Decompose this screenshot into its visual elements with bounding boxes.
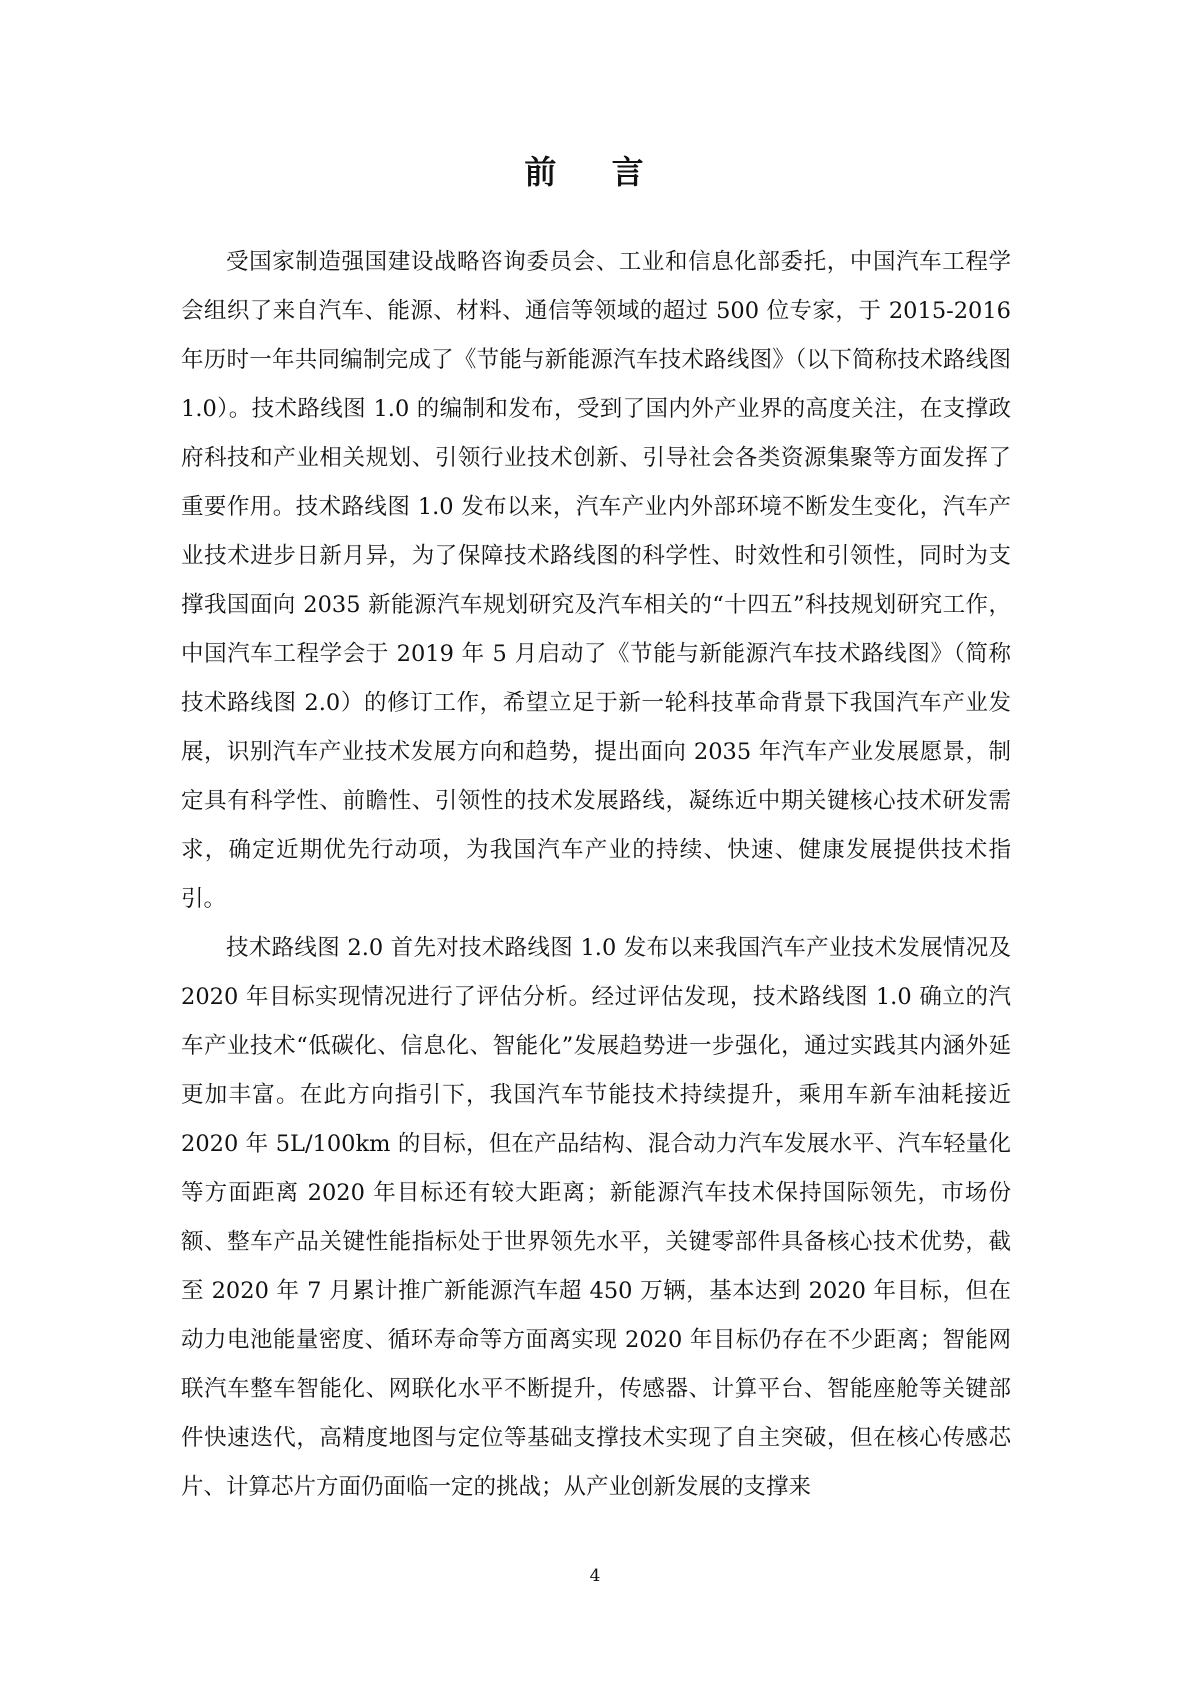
paragraph-2: 技术路线图 2.0 首先对技术路线图 1.0 发布以来我国汽车产业技术发展情况及 2020 年目标实现情况进行了评估分析。经过评估发现，技术路线图 1.0 确立的汽车产业技术“低碳化、信息化、智能化”发展趋势进一步强化，通过实践其内涵外延更加丰富。在此方向指引下，我国汽车节能技术持续提升，乘用车新车油耗接近 2020 年 5L/100km 的目标，但在产品结构、混合动力汽车发展水平、汽车轻量化等方面距离 2020 年目标还有较大距离；新能源汽车技术保持国际领先，市场份额、整车产品关键性能指标处于世界领先水平，关键零部件具备核心技术优势，截至 2020 年 7 月累计推广新能源汽车超 450 万辆，基本达到 2020 年目标，但在动力电池能量密度、循环寿命等方面离实现 2020 年目标仍存在不少距离；智能网联汽车整车智能化、网联化水平不断提升，传感器、计算平台、智能座舱等关键部件快速迭代，高精度地图与定位等基础支撑技术实现了自主突破，但在核心传感芯片、计算芯片方面仍面临一定的挑战；从产业创新发展的支撑来 <box>181 935 1011 1500</box>
page-number: 4 <box>589 1566 601 1586</box>
page-title: 前 言 <box>524 153 666 191</box>
body-text <box>181 238 1011 1512</box>
paragraph-1: 受国家制造强国建设战略咨询委员会、工业和信息化部委托，中国汽车工程学会组织了来自汽车、能源、材料、通信等领域的超过 500 位专家，于 2015-2016 年历时一年共同编制完成了《节能与新能源汽车技术路线图》（以下简称技术路线图 1.0）。技术路线图 1.0 的编制和发布，受到了国内外产业界的高度关注，在支撑政府科技和产业相关规划、引领行业技术创新、引导社会各类资源集聚等方面发挥了重要作用。技术路线图 1.0 发布以来，汽车产业内外部环境不断发生变化，汽车产业技术进步日新月异，为了保障技术路线图的科学性、时效性和引领性，同时为支撑我国面向 2035 新能源汽车规划研究及汽车相关的“十四五”科技规划研究工作，中国汽车工程学会于 2019 年 5 月启动了《节能与新能源汽车技术路线图》（简称技术路线图 2.0）的修订工作，希望立足于新一轮科技革命背景下我国汽车产业发展，识别汽车产业技术发展方向和趋势，提出面向 2035 年汽车产业发展愿景，制定具有科学性、前瞻性、引领性的技术发展路线，凝练近中期关键核心技术研发需求，确定近期优先行动项，为我国汽车产业的持续、快速、健康发展提供技术指引。 <box>181 249 1011 912</box>
